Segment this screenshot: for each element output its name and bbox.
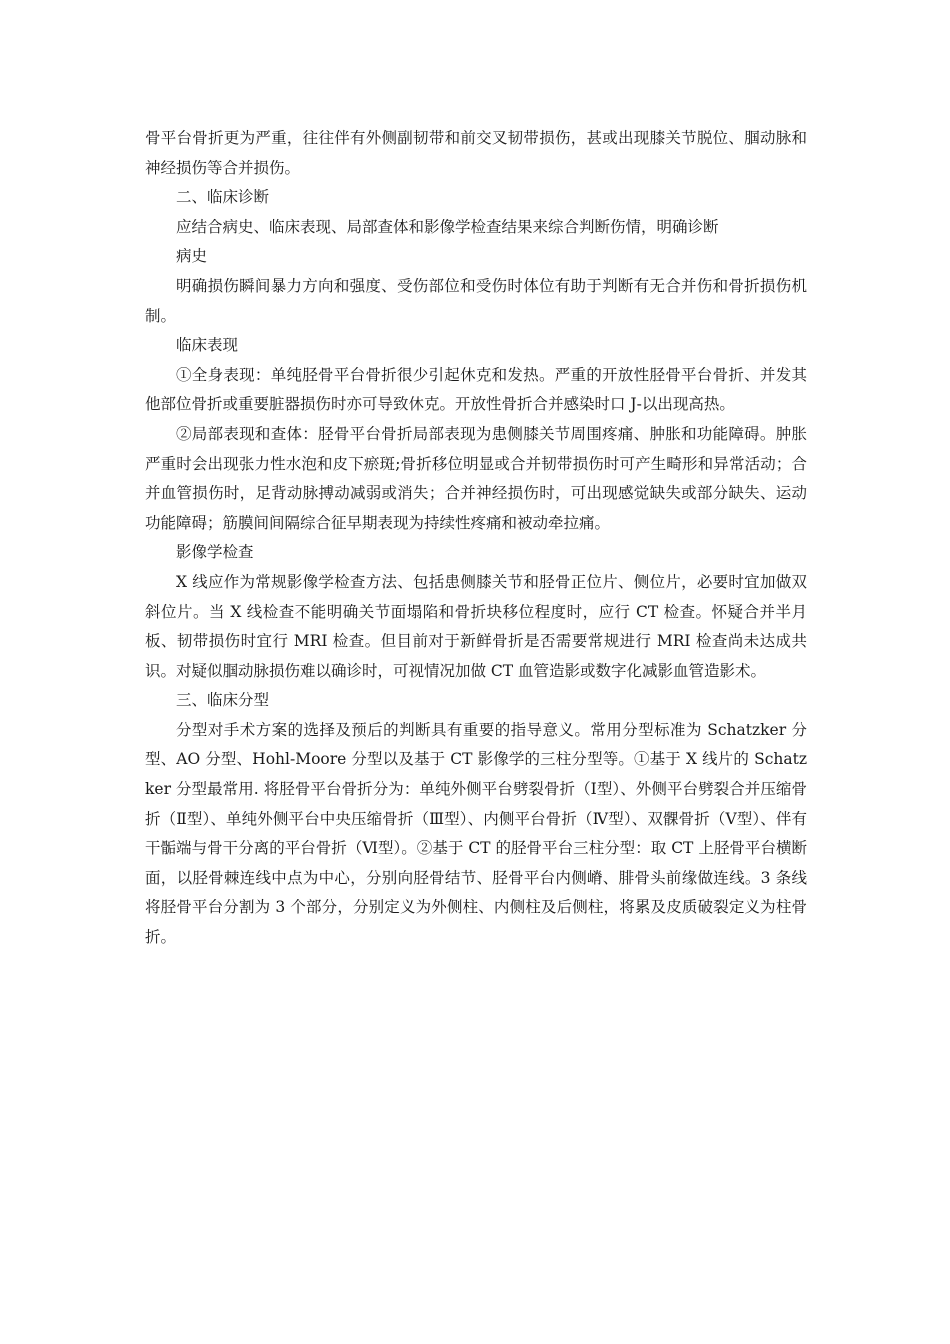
paragraph-imaging: X 线应作为常规影像学检查方法、包括患侧膝关节和胫骨正位片、侧位片，必要时宜加做双斜位片。当 X 线检查不能明确关节面塌陷和骨折块移位程度时，应行 CT 检查。怀疑合并半月板、韧带损伤时宜行 MRI 检查。但目前对于新鲜骨折是否需要常规进行 MRI 检查尚未达成共识。对疑似腘动脉损伤难以确诊时，可视情况加做 CT 血管造影或数字化减影血管造影术。	[145, 572, 807, 680]
subheading-imaging: 影像学检查	[176, 543, 254, 562]
subheading-history: 病史	[176, 247, 208, 266]
paragraph-local-manifestation: ②局部表现和查体：胫骨平台骨折局部表现为患侧膝关节周围疼痛、肿胀和功能障碍。肿胀严重时会出现张力性水泡和皮下瘀斑;骨折移位明显或合并韧带损伤时可产生畸形和异常活动；合并血管损伤时，足背动脉搏动减弱或消失；合并神经损伤时，可出现感觉缺失或部分缺失、运动功能障碍；筋膜间间隔综合征早期表现为持续性疼痛和被动牵拉痛。	[145, 424, 807, 532]
paragraph-diagnosis-intro: 应结合病史、临床表现、局部查体和影像学检查结果来综合判断伤情，明确诊断	[176, 217, 719, 236]
subheading-clinical-manifestation: 临床表现	[176, 336, 239, 355]
paragraph-systemic-manifestation: ①全身表现：单纯胫骨平台骨折很少引起休克和发热。严重的开放性胫骨平台骨折、并发其他部位骨折或重要脏器损伤时亦可导致休克。开放性骨折合并感染时口 J-以出现高热。	[145, 365, 807, 414]
paragraph-history: 明确损伤瞬间暴力方向和强度、受伤部位和受伤时体位有助于判断有无合并伤和骨折损伤机制。	[145, 276, 807, 325]
section-heading-clinical-diagnosis: 二、临床诊断	[176, 188, 270, 207]
section-heading-classification: 三、临床分型	[176, 691, 270, 710]
paragraph-classification: 分型对手术方案的选择及预后的判断具有重要的指导意义。常用分型标准为 Schatzker 分型、AO 分型、Hohl-Moore 分型以及基于 CT 影像学的三柱分型等。①基于 X 线片的 Schatzker 分型最常用. 将胫骨平台骨折分为：单纯外侧平台劈裂骨折（Ⅰ型）、外侧平台劈裂合并压缩骨折（Ⅱ型）、单纯外侧平台中央压缩骨折（Ⅲ型）、内侧平台骨折（Ⅳ型）、双髁骨折（Ⅴ型）、伴有干骺端与骨干分离的平台骨折（Ⅵ型）。②基于 CT 的胫骨平台三柱分型：取 CT 上胫骨平台横断面，以胫骨棘连线中点为中心，分别向胫骨结节、胫骨平台内侧嵴、腓骨头前缘做连线。3 条线将胫骨平台分割为 3 个部分，分别定义为外侧柱、内侧柱及后侧柱，将累及皮质破裂定义为柱骨折。	[145, 720, 807, 947]
paragraph-continuation: 骨平台骨折更为严重，往往伴有外侧副韧带和前交叉韧带损伤，甚或出现膝关节脱位、腘动脉和神经损伤等合并损伤。	[145, 129, 807, 177]
document-page	[145, 124, 807, 953]
